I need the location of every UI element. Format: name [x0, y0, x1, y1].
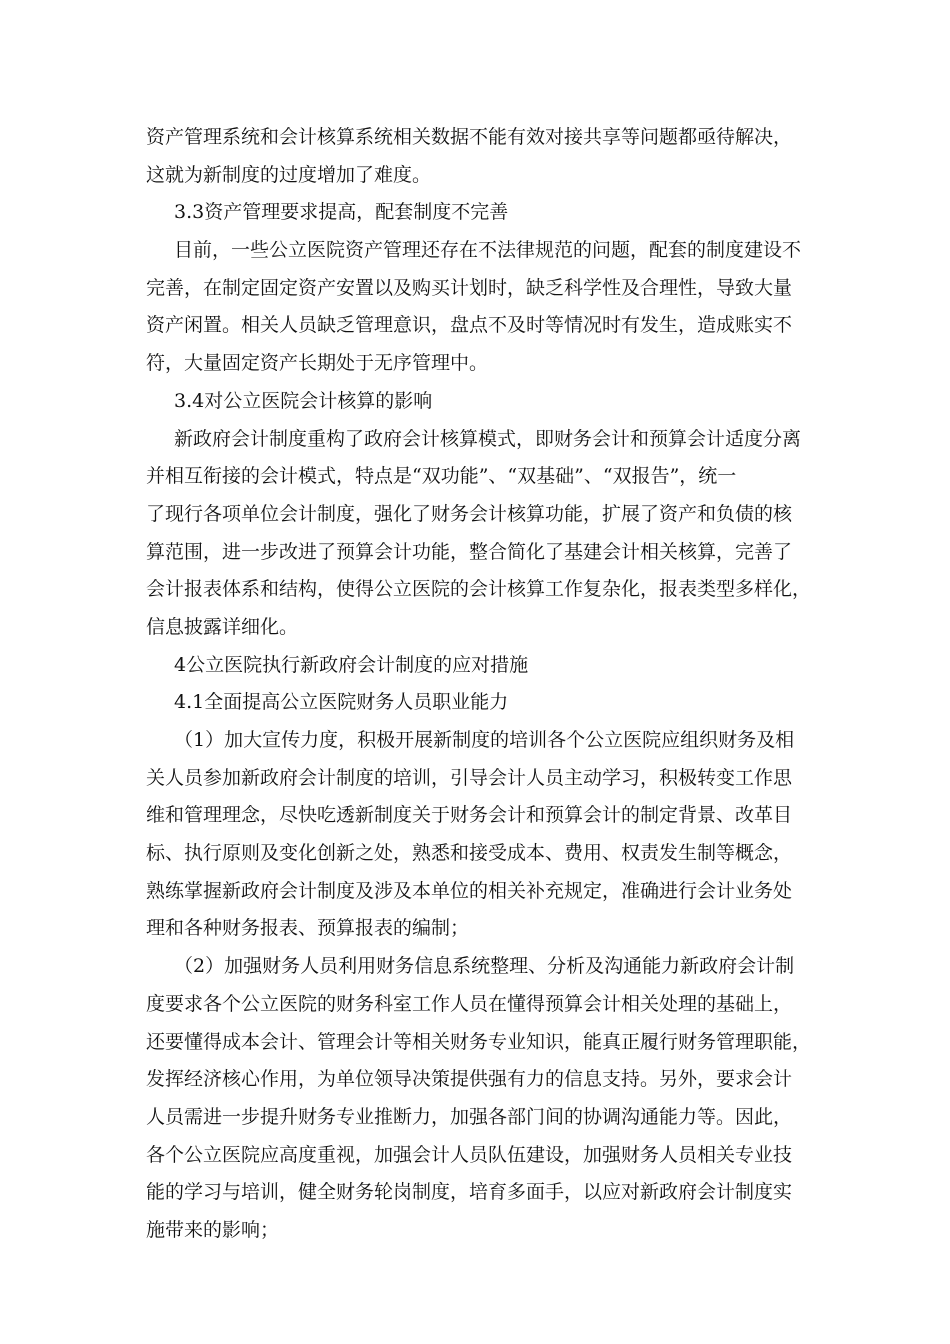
document-page: [146, 119, 812, 1250]
body-line: 各个公立医院应高度重视，加强会计人员队伍建设，加强财务人员相关专业技: [146, 1143, 793, 1166]
section-heading-4: 4公立医院执行新政府会计制度的应对措施: [174, 653, 529, 676]
body-line: 理和各种财务报表、预算报表的编制；: [146, 917, 470, 940]
paragraph-first-line: （2）加强财务人员利用财务信息系统整理、分析及沟通能力新政府会计制: [174, 955, 795, 978]
body-line: 并相互衔接的会计模式，特点是“双功能”、“双基础”、“双报告”，统一: [146, 465, 737, 488]
paragraph-first-line: （1）加大宣传力度，积极开展新制度的培训各个公立医院应组织财务及相: [174, 729, 795, 751]
section-heading-3-4: 3.4对公立医院会计核算的影响: [174, 389, 433, 412]
body-line: 符，大量固定资产长期处于无序管理中。: [146, 352, 489, 375]
body-line: 标、执行原则及变化创新之处，熟悉和接受成本、费用、权责发生制等概念，: [146, 842, 793, 865]
body-line: 度要求各个公立医院的财务科室工作人员在懂得预算会计相关处理的基础上，: [146, 992, 793, 1015]
paragraph-first-line: 目前，一些公立医院资产管理还存在不法律规范的问题，配套的制度建设不: [174, 239, 802, 262]
body-line: 完善，在制定固定资产安置以及购买计划时，缺乏科学性及合理性，导致大量: [146, 276, 793, 299]
section-heading-4-1: 4.1全面提高公立医院财务人员职业能力: [174, 691, 509, 714]
body-line: 能的学习与培训，健全财务轮岗制度，培育多面手，以应对新政府会计制度实: [146, 1181, 793, 1204]
body-line: 发挥经济核心作用，为单位领导决策提供强有力的信息支持。另外，要求会计: [146, 1068, 793, 1091]
body-line: 熟练掌握新政府会计制度及涉及本单位的相关补充规定，准确进行会计业务处: [146, 879, 793, 902]
body-line: 资产管理系统和会计核算系统相关数据不能有效对接共享等问题都亟待解决，: [146, 126, 793, 148]
body-line: 维和管理理念，尽快吃透新制度关于财务会计和预算会计的制定背景、改革目: [146, 804, 793, 827]
body-line: 了现行各项单位会计制度，强化了财务会计核算功能，扩展了资产和负债的核: [146, 502, 793, 525]
paragraph-first-line: 新政府会计制度重构了政府会计核算模式，即财务会计和预算会计适度分离: [174, 427, 802, 450]
body-line: 资产闲置。相关人员缺乏管理意识，盘点不及时等情况时有发生，造成账实不: [146, 314, 793, 337]
section-heading-3-3: 3.3资产管理要求提高，配套制度不完善: [174, 201, 509, 224]
body-line: 信息披露详细化。: [146, 615, 299, 638]
body-line: 这就为新制度的过度增加了难度。: [146, 163, 432, 186]
body-line: 会计报表体系和结构，使得公立医院的会计核算工作复杂化，报表类型多样化，: [146, 578, 812, 601]
body-line: 施带来的影响；: [146, 1218, 280, 1241]
body-line: 还要懂得成本会计、管理会计等相关财务专业知识，能真正履行财务管理职能，: [146, 1030, 812, 1053]
body-line: 关人员参加新政府会计制度的培训，引导会计人员主动学习，积极转变工作思: [146, 766, 793, 789]
body-line: 算范围，进一步改进了预算会计功能，整合简化了基建会计相关核算，完善了: [146, 540, 793, 563]
body-line: 人员需进一步提升财务专业推断力，加强各部门间的协调沟通能力等。因此，: [146, 1105, 793, 1128]
